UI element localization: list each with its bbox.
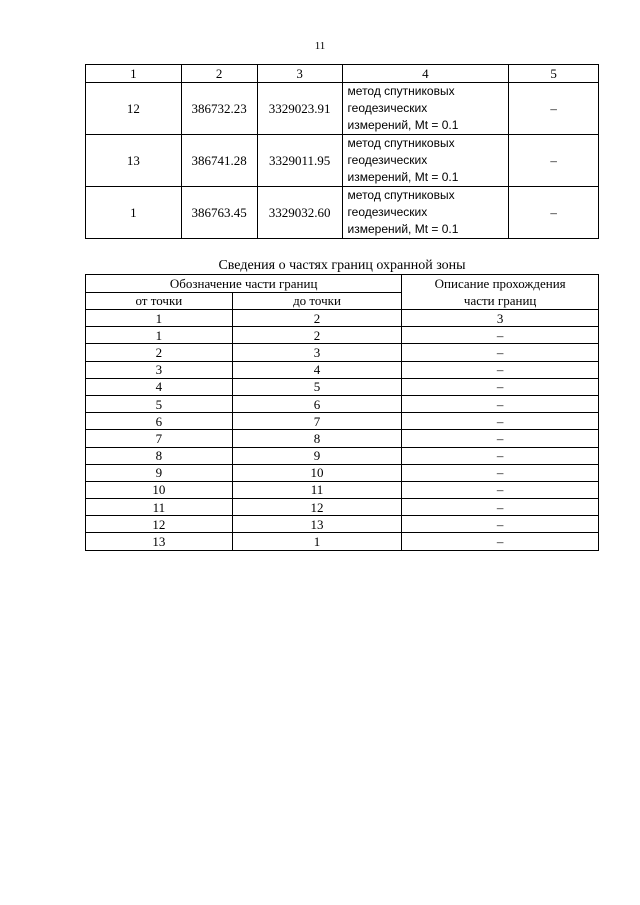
- header-cell: 5: [509, 65, 599, 83]
- method-line: метод спутниковых: [347, 188, 455, 202]
- description-cell: –: [509, 187, 599, 239]
- column-number: 3: [402, 310, 599, 327]
- to-point: 9: [232, 447, 402, 464]
- table-row: [86, 83, 599, 135]
- method-cell: [342, 83, 509, 135]
- to-point: 10: [232, 464, 402, 481]
- table-row: [86, 516, 599, 533]
- method-line: метод спутниковых: [347, 84, 455, 98]
- description-cell: –: [402, 499, 599, 516]
- from-point: 8: [86, 447, 233, 464]
- method-line: геодезических: [347, 205, 428, 219]
- from-point: 1: [86, 327, 233, 344]
- table-row: [86, 481, 599, 498]
- method-cell: [342, 135, 509, 187]
- coordinate-x: 386741.28: [181, 135, 257, 187]
- coordinate-y: 3329032.60: [257, 187, 342, 239]
- table-row: [86, 187, 599, 239]
- header-description-line: Описание прохождения: [434, 276, 566, 291]
- description-cell: –: [402, 533, 599, 550]
- coordinate-y: 3329023.91: [257, 83, 342, 135]
- from-point: 5: [86, 395, 233, 412]
- method-line: измерений, Mt = 0.1: [347, 118, 459, 132]
- from-point: 2: [86, 344, 233, 361]
- from-point: 11: [86, 499, 233, 516]
- column-number: 1: [86, 310, 233, 327]
- header-cell: 2: [181, 65, 257, 83]
- method-line: геодезических: [347, 101, 428, 115]
- to-point: 7: [232, 413, 402, 430]
- to-point: 8: [232, 430, 402, 447]
- from-point: 7: [86, 430, 233, 447]
- description-cell: –: [509, 135, 599, 187]
- description-cell: –: [402, 361, 599, 378]
- from-point: 3: [86, 361, 233, 378]
- coordinates-header-row: [86, 65, 599, 83]
- table-row: [86, 344, 599, 361]
- description-cell: –: [402, 327, 599, 344]
- description-cell: –: [402, 447, 599, 464]
- column-number: 2: [232, 310, 402, 327]
- description-cell: –: [402, 430, 599, 447]
- header-to-point: до точки: [232, 292, 402, 310]
- coordinate-x: 386732.23: [181, 83, 257, 135]
- to-point: 13: [232, 516, 402, 533]
- from-point: 4: [86, 378, 233, 395]
- boundary-parts-table: [85, 274, 599, 551]
- table-row: [86, 413, 599, 430]
- from-point: 6: [86, 413, 233, 430]
- table-row: [86, 464, 599, 481]
- header-from-point: от точки: [86, 292, 233, 310]
- method-line: геодезических: [347, 153, 428, 167]
- description-cell: –: [402, 481, 599, 498]
- from-point: 13: [86, 533, 233, 550]
- to-point: 4: [232, 361, 402, 378]
- method-cell: [342, 187, 509, 239]
- point-number: 1: [86, 187, 182, 239]
- coordinates-table: [85, 64, 599, 239]
- description-cell: –: [402, 344, 599, 361]
- from-point: 9: [86, 464, 233, 481]
- table-row: [86, 395, 599, 412]
- description-cell: –: [402, 516, 599, 533]
- to-point: 11: [232, 481, 402, 498]
- method-line: измерений, Mt = 0.1: [347, 170, 459, 184]
- table-row: [86, 430, 599, 447]
- table-row: [86, 499, 599, 516]
- to-point: 1: [232, 533, 402, 550]
- parts-table-caption: Сведения о частях границ охранной зоны: [218, 258, 466, 273]
- point-number: 13: [86, 135, 182, 187]
- table-row: [86, 378, 599, 395]
- header-cell: 3: [257, 65, 342, 83]
- to-point: 6: [232, 395, 402, 412]
- header-cell: 4: [342, 65, 509, 83]
- method-line: измерений, Mt = 0.1: [347, 222, 459, 236]
- table-row: [86, 447, 599, 464]
- point-number: 12: [86, 83, 182, 135]
- table-row: [86, 533, 599, 550]
- to-point: 3: [232, 344, 402, 361]
- description-cell: –: [402, 378, 599, 395]
- description-cell: –: [402, 413, 599, 430]
- table-row: [86, 327, 599, 344]
- description-cell: –: [402, 395, 599, 412]
- table-row: [86, 135, 599, 187]
- header-description-line: части границ: [463, 293, 537, 308]
- column-number-row: [86, 310, 599, 327]
- parts-header-row: [86, 275, 599, 293]
- to-point: 2: [232, 327, 402, 344]
- from-point: 12: [86, 516, 233, 533]
- coordinate-y: 3329011.95: [257, 135, 342, 187]
- to-point: 5: [232, 378, 402, 395]
- method-line: метод спутниковых: [347, 136, 455, 150]
- description-cell: –: [402, 464, 599, 481]
- coordinate-x: 386763.45: [181, 187, 257, 239]
- description-cell: –: [509, 83, 599, 135]
- header-cell: 1: [86, 65, 182, 83]
- header-description: [402, 275, 599, 310]
- header-designation: Обозначение части границ: [86, 275, 402, 293]
- table-row: [86, 361, 599, 378]
- to-point: 12: [232, 499, 402, 516]
- from-point: 10: [86, 481, 233, 498]
- page-number: 11: [314, 40, 326, 52]
